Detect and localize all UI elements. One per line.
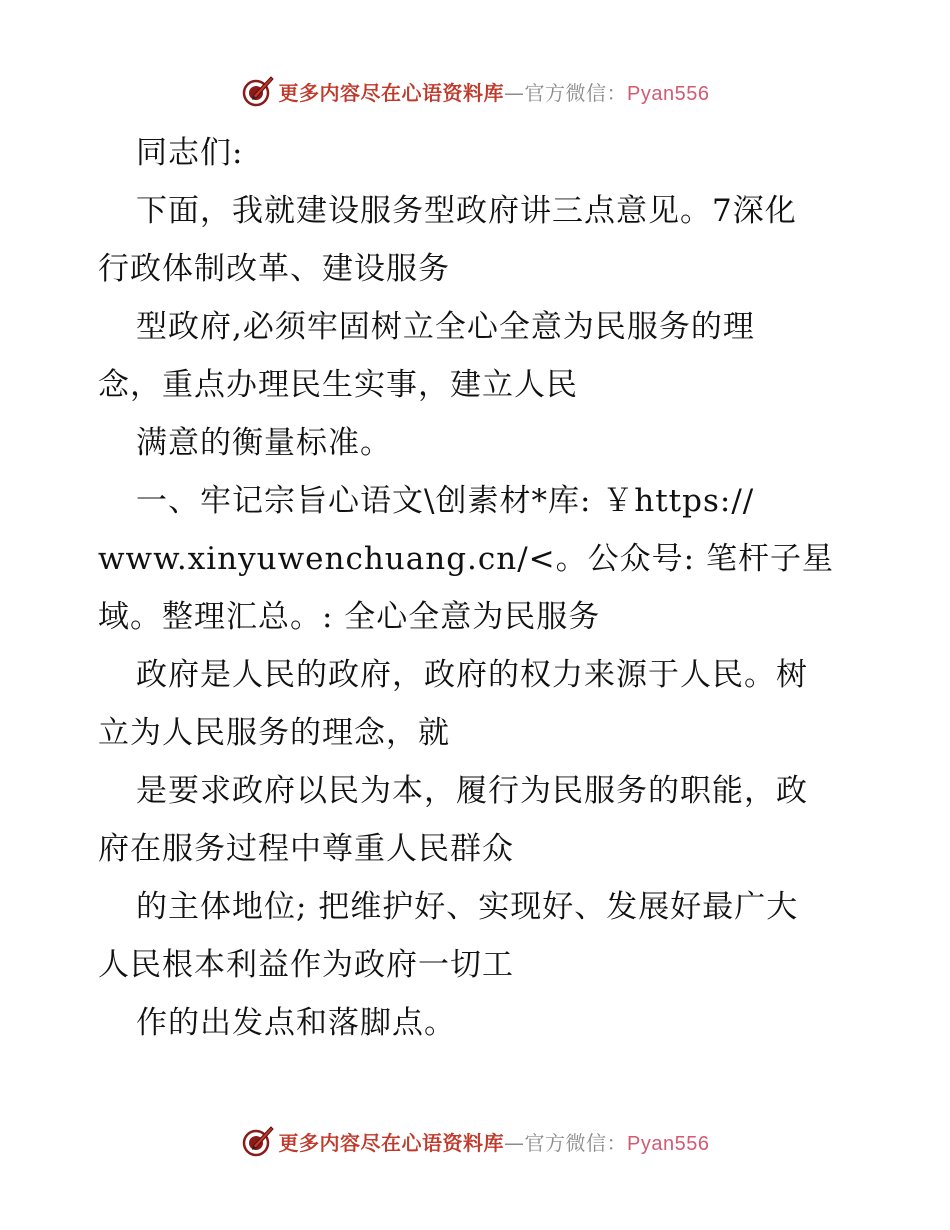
paragraph-line: 人民根本利益作为政府一切工 [98, 947, 514, 983]
paragraph-line: www.xinyuwenchuang.cn/<。公众号: 笔杆子星 [98, 541, 834, 577]
paragraph-line: 行政体制改革、建设服务 [98, 251, 450, 287]
paragraph-line: 型政府,必须牢固树立全心全意为民服务的理 [136, 309, 755, 345]
watermark-label: 官方微信： [524, 1130, 628, 1155]
watermark-text [279, 77, 710, 106]
paragraph-line: 下面，我就建设服务型政府讲三点意见。7深化 [136, 193, 797, 229]
footer-watermark [0, 1121, 950, 1161]
watermark-id: Pyan556 [627, 82, 710, 105]
paragraph-line: 是要求政府以民为本，履行为民服务的职能，政 [136, 773, 808, 809]
paragraph-line: 立为人民服务的理念，就 [98, 715, 450, 751]
watermark-text [279, 1127, 710, 1156]
paragraph-line: 一、牢记宗旨心语文\创素材*库: ￥https:// [136, 483, 755, 519]
quill-pen-circle-icon [241, 1124, 275, 1158]
paragraph-line: 作的出发点和落脚点。 [136, 1005, 456, 1041]
watermark-dash: — [504, 80, 525, 105]
paragraph-line: 政府是人民的政府，政府的权力来源于人民。树 [136, 657, 808, 693]
paragraph-line: 满意的衡量标准。 [136, 425, 392, 461]
document-body [98, 124, 868, 1052]
watermark-prefix: 更多内容尽在心语资料库 [278, 1130, 505, 1155]
watermark-dash: — [504, 1130, 525, 1155]
watermark-prefix: 更多内容尽在心语资料库 [278, 80, 505, 105]
quill-pen-circle-icon [241, 74, 275, 108]
watermark-label: 官方微信： [524, 80, 628, 105]
paragraph-line: 同志们: [136, 135, 244, 171]
watermark-id: Pyan556 [627, 1132, 710, 1155]
paragraph-line: 府在服务过程中尊重人民群众 [98, 831, 514, 867]
paragraph-line: 念，重点办理民生实事，建立人民 [98, 367, 578, 403]
paragraph-line: 的主体地位; 把维护好、实现好、发展好最广大 [136, 889, 799, 925]
header-watermark [0, 71, 950, 111]
paragraph-line: 域。整理汇总。: 全心全意为民服务 [98, 599, 601, 635]
